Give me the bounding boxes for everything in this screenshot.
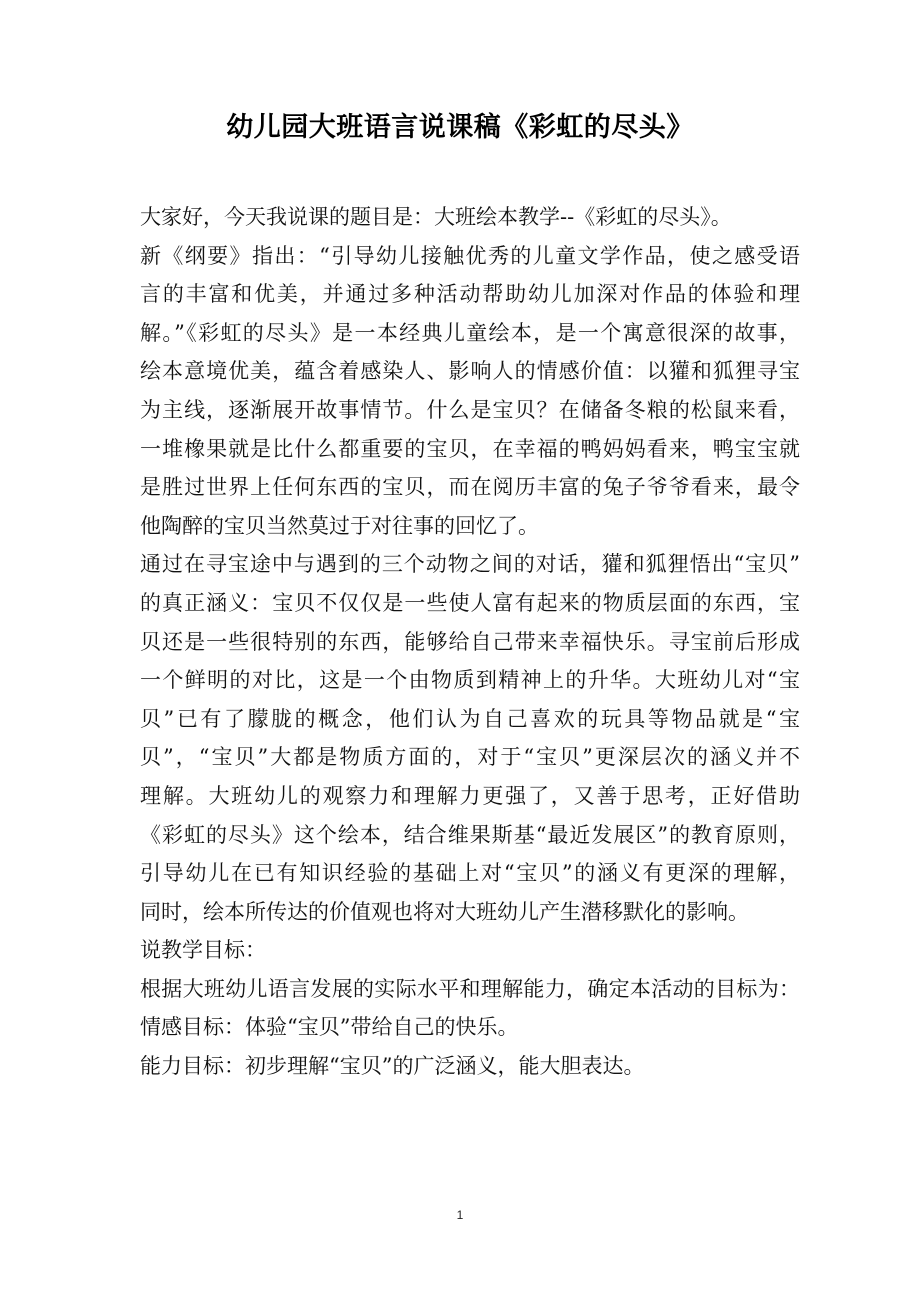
document-body	[140, 198, 800, 1086]
text-line: 大家好，今天我说课的题目是：大班绘本教学--《彩虹的尽头》。	[140, 205, 732, 229]
text-line: 的真正涵义：宝贝不仅仅是一些使人富有起来的物质层面的东西，宝	[140, 590, 800, 615]
page-number: 1	[456, 1208, 464, 1222]
text-line: 引导幼儿在已有知识经验的基础上对“宝贝”的涵义有更深的理解，	[140, 861, 800, 886]
text-line: 《彩虹的尽头》这个绘本，结合维果斯基“最近发展区”的教育原则，	[140, 822, 800, 847]
section-heading: 说教学目标：	[140, 938, 266, 963]
goal-item: 能力目标：初步理解“宝贝”的广泛涵义，能大胆表达。	[140, 1054, 645, 1079]
text-line: 解。”《彩虹的尽头》是一本经典儿童绘本，是一个寓意很深的故事，	[140, 320, 800, 345]
text-line: 一堆橡果就是比什么都重要的宝贝，在幸福的鸭妈妈看来，鸭宝宝就	[140, 436, 800, 461]
goal-item: 情感目标：体验“宝贝”带给自己的快乐。	[140, 1015, 519, 1040]
document-title: 幼儿园大班语言说课稿《彩虹的尽头》	[226, 112, 694, 143]
text-line: 为主线，逐渐展开故事情节。什么是宝贝？在储备冬粮的松鼠来看，	[140, 397, 800, 422]
text-line: 贝还是一些很特别的东西，能够给自己带来幸福快乐。寻宝前后形成	[140, 629, 800, 654]
text-line: 言的丰富和优美，并通过多种活动帮助幼儿加深对作品的体验和理	[140, 282, 800, 307]
text-line: 他陶醉的宝贝当然莫过于对往事的回忆了。	[140, 513, 539, 538]
text-line: 通过在寻宝途中与遇到的三个动物之间的对话，獾和狐狸悟出“宝贝”	[140, 552, 800, 577]
text-line: 一个鲜明的对比，这是一个由物质到精神上的升华。大班幼儿对“宝	[140, 668, 800, 693]
text-line: 新《纲要》指出：“引导幼儿接触优秀的儿童文学作品，使之感受语	[140, 243, 800, 268]
text-line: 贝”，“宝贝”大都是物质方面的，对于“宝贝”更深层次的涵义并不	[140, 745, 800, 770]
text-line: 贝”已有了朦胧的概念，他们认为自己喜欢的玩具等物品就是“宝	[140, 706, 800, 731]
text-line: 理解。大班幼儿的观察力和理解力更强了，又善于思考，正好借助	[140, 783, 800, 808]
text-line: 同时，绘本所传达的价值观也将对大班幼儿产生潜移默化的影响。	[140, 899, 749, 924]
text-line: 是胜过世界上任何东西的宝贝，而在阅历丰富的兔子爷爷看来，最令	[140, 475, 800, 500]
text-line: 根据大班幼儿语言发展的实际水平和理解能力，确定本活动的目标为：	[140, 976, 800, 1001]
text-line: 绘本意境优美，蕴含着感染人、影响人的情感价值：以獾和狐狸寻宝	[140, 359, 800, 384]
